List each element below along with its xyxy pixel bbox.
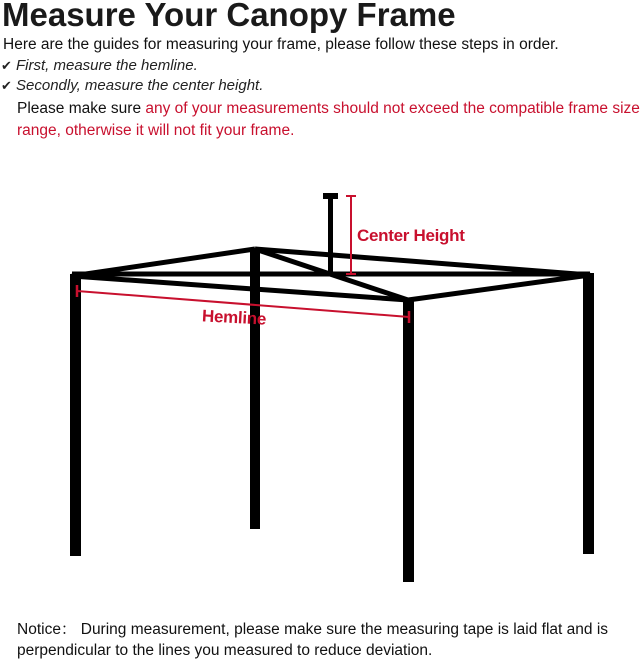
warning-prefix: Please make sure xyxy=(17,100,146,117)
hemline-label: Hemline xyxy=(201,306,267,329)
step-text: Secondly, measure the center height. xyxy=(16,77,264,94)
step-item xyxy=(1,77,263,94)
check-icon: ✔ xyxy=(1,78,12,93)
notice-label: Notice： xyxy=(17,621,77,638)
center-height-label: Center Height xyxy=(357,226,465,245)
page-title: Measure Your Canopy Frame xyxy=(2,0,456,33)
intro-text: Here are the guides for measuring your frame, please follow these steps in order. xyxy=(3,36,559,53)
warning-text xyxy=(17,98,640,142)
measure-marks xyxy=(77,196,409,323)
step-item xyxy=(1,57,198,74)
notice-body: During measurement, please make sure the measuring tape is laid flat and is perpendicular to the lines you measured to reduce deviation. xyxy=(17,621,609,659)
step-text: First, measure the hemline. xyxy=(16,57,198,74)
notice-text xyxy=(17,619,637,661)
check-icon: ✔ xyxy=(1,58,12,73)
warning-highlight: any of your measurements should not exceed the compatible frame size range, otherwise it will not fit your frame. xyxy=(17,100,640,139)
frame xyxy=(72,196,590,582)
